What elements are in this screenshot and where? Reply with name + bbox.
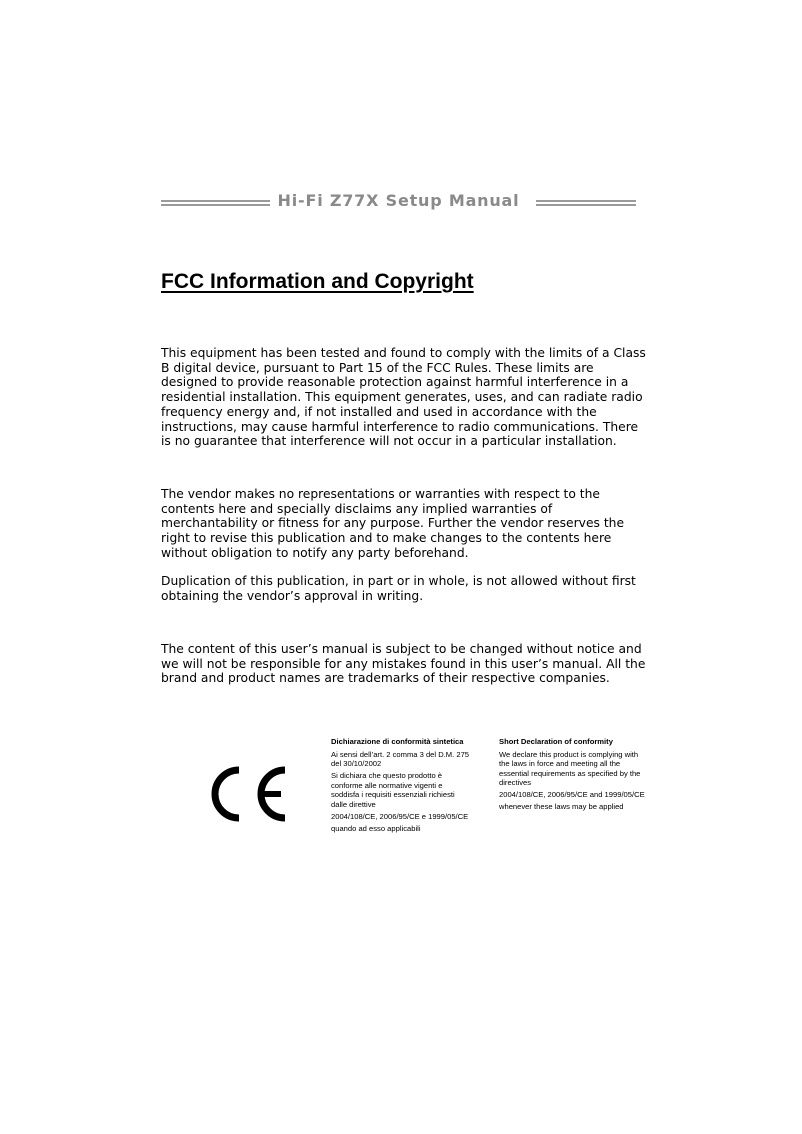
header-rule-right [536,200,636,207]
declaration-it-line: 2004/108/CE, 2006/95/CE e 1999/05/CE [331,811,469,821]
declaration-en-line: 2004/108/CE, 2006/95/CE and 1999/05/CE [499,790,645,799]
declaration-en-line: We declare this product is complying with the laws in force and meeting all the essential requirements as specified by the directives [499,749,641,787]
fcc-paragraph: This equipment has been tested and found to comply with the limits of a Class B digital device, pursuant to Part 15 of the FCC Rules. These limits are designed to provide reasonable protection against harmful interference in a residential installation. This equipment generates, uses, and can radiate radio frequency energy and, if not installed and used in accordance with the instructions, may cause harmful interference to radio communications. There is no guarantee that interference will not occur in a particular installation. [161,346,646,449]
page-header [161,191,636,213]
declaration-it-heading: Dichiarazione di conformità sintetica [331,737,464,746]
declaration-it-line: quando ad esso applicabili [331,823,421,833]
duplication-paragraph: Duplication of this publication, in part or in whole, is not allowed without first obtaining the vendor’s approval in writing. [161,574,636,603]
page-title: FCC Information and Copyright [161,270,474,293]
declaration-en-heading: Short Declaration of conformity [499,737,613,746]
declaration-it-line: Si dichiara che questo prodotto è conforme alle normative vigenti e soddisfa i requisiti essenziali richiesti dalle direttive [331,771,455,809]
declaration-it-line: Ai sensi dell’art. 2 comma 3 del D.M. 275 del 30/10/2002 [331,749,470,768]
declaration-italian [331,737,471,836]
warranty-paragraph: The vendor makes no representations or warranties with respect to the contents here and specially disclaims any implied warranties of merchantability or fitness for any purpose. Further the vendor reserves the right to revise this publication and to make changes to the contents here without obligation to notify any party beforehand. [161,487,625,560]
ce-mark-icon [209,766,289,826]
manual-title: Hi-Fi Z77X Setup Manual [277,191,520,210]
declaration-english [499,737,649,814]
content-notice-paragraph: The content of this user’s manual is subject to be changed without notice and we will not be responsible for any mistakes found in this user’s manual. All the brand and product names are trademarks of their respective companies. [161,642,646,686]
declaration-en-line: whenever these laws may be applied [499,802,624,811]
